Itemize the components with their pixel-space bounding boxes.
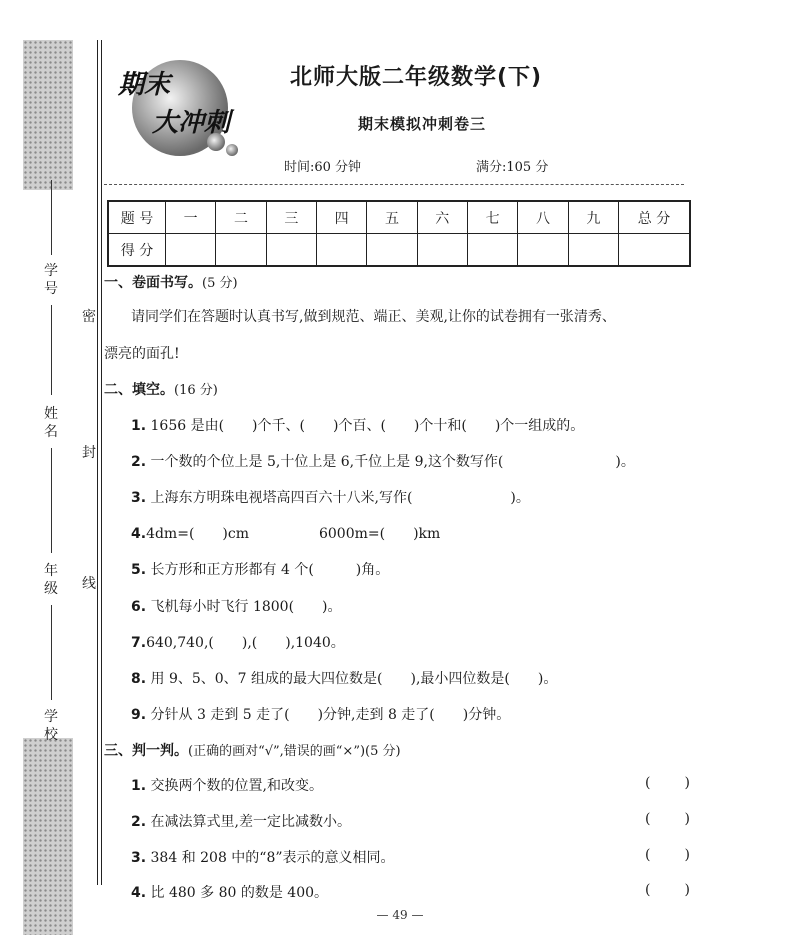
question-text: 长方形和正方形都有 4 个( )角。 — [150, 562, 390, 578]
logo — [118, 56, 258, 160]
fill-question — [131, 523, 440, 543]
score-table-col: 一 — [166, 201, 216, 234]
question-text: 一个数的个位上是 5,十位上是 6,千位上是 9,这个数写作( )。 — [150, 454, 635, 470]
fill-question — [131, 704, 510, 724]
paren-open: ( — [645, 847, 651, 863]
question-number: 4. — [131, 526, 147, 542]
section-1-heading — [104, 272, 238, 292]
binding-pattern-bottom — [23, 738, 73, 935]
score-table-col: 九 — [568, 201, 618, 234]
score-cell[interactable] — [467, 234, 517, 267]
judge-question — [131, 775, 323, 795]
fill-question — [131, 668, 557, 688]
seal-char-feng: 封 — [82, 445, 96, 461]
answer-parens[interactable] — [645, 847, 690, 863]
score-table-header-row — [108, 201, 690, 234]
score-cell[interactable] — [568, 234, 618, 267]
score-cell[interactable] — [417, 234, 467, 267]
full-score: 满分:105 分 — [476, 160, 549, 175]
paren-close: ) — [684, 811, 690, 827]
grade-line — [51, 448, 52, 553]
logo-text-1: 期末 — [118, 70, 171, 100]
fill-question — [131, 415, 584, 435]
question-text: 1656 是由( )个千、( )个百、( )个十和( )个一组成的。 — [150, 418, 585, 434]
school-label: 学校 — [44, 709, 58, 743]
score-table-row2-label: 得 分 — [108, 234, 166, 267]
binding-line — [101, 40, 102, 885]
fill-question — [131, 451, 635, 471]
fill-question — [131, 632, 345, 652]
binding-line — [97, 40, 98, 885]
score-table — [107, 200, 691, 267]
question-number: 4. — [131, 885, 147, 901]
question-number: 3. — [131, 850, 147, 866]
page-subtitle: 期末模拟冲刺卷三 — [358, 115, 487, 133]
score-table-col-total: 总 分 — [619, 201, 691, 234]
question-number: 2. — [131, 454, 147, 470]
score-table-col: 六 — [417, 201, 467, 234]
score-table-score-row — [108, 234, 690, 267]
question-text: 在减法算式里,差一定比减数小。 — [150, 814, 351, 830]
paren-open: ( — [645, 775, 651, 791]
judge-question — [131, 847, 395, 867]
score-cell[interactable] — [216, 234, 266, 267]
question-number: 2. — [131, 814, 147, 830]
score-cell[interactable] — [518, 234, 568, 267]
question-number: 8. — [131, 671, 147, 687]
score-cell[interactable] — [266, 234, 316, 267]
fill-question — [131, 487, 530, 507]
score-table-col: 五 — [367, 201, 417, 234]
answer-parens[interactable] — [645, 811, 690, 827]
score-table-col: 四 — [316, 201, 366, 234]
question-number: 6. — [131, 599, 147, 615]
school-line — [51, 605, 52, 700]
score-cell[interactable] — [367, 234, 417, 267]
score-table-col: 三 — [266, 201, 316, 234]
seal-char-xian: 线 — [82, 576, 96, 592]
paren-open: ( — [645, 811, 651, 827]
student-id-line — [51, 180, 52, 255]
score-table-col: 七 — [467, 201, 517, 234]
seal-char-mi: 密 — [82, 309, 96, 325]
question-text: 飞机每小时飞行 1800( )。 — [150, 599, 342, 615]
grade-label: 年级 — [44, 563, 58, 597]
question-text: 比 480 多 80 的数是 400。 — [150, 885, 329, 901]
score-cell-total[interactable] — [619, 234, 691, 267]
judge-question — [131, 811, 351, 831]
question-number: 9. — [131, 707, 147, 723]
section-1-text-line-1: 请同学们在答题时认真书写,做到规范、端正、美观,让你的试卷拥有一张清秀、 — [131, 309, 616, 325]
section-3-instruction: (正确的画对“√”,错误的画“×”)(5 分) — [188, 744, 401, 759]
student-id-label: 学号 — [44, 263, 58, 297]
question-number: 1. — [131, 418, 147, 434]
paren-close: ) — [684, 775, 690, 791]
question-text: 384 和 208 中的“8”表示的意义相同。 — [150, 850, 395, 866]
question-text: 4dm=( )cm 6000m=( )km — [146, 526, 441, 542]
answer-parens[interactable] — [645, 775, 690, 791]
score-cell[interactable] — [166, 234, 216, 267]
name-label: 姓名 — [44, 406, 58, 440]
section-3-title: 三、判一判。 — [104, 743, 188, 759]
question-text: 分针从 3 走到 5 走了( )分钟,走到 8 走了( )分钟。 — [150, 707, 511, 723]
answer-parens[interactable] — [645, 882, 690, 898]
question-number: 3. — [131, 490, 147, 506]
question-text: 交换两个数的位置,和改变。 — [150, 778, 323, 794]
question-text: 上海东方明珠电视塔高四百六十八米,写作( )。 — [150, 490, 530, 506]
score-table-col: 八 — [518, 201, 568, 234]
fill-question — [131, 559, 389, 579]
section-1-title: 一、卷面书写。 — [104, 275, 202, 291]
score-cell[interactable] — [316, 234, 366, 267]
logo-text-2: 大冲刺 — [152, 108, 231, 138]
exam-time: 时间:60 分钟 — [284, 160, 362, 175]
section-1-text-line-2: 漂亮的面孔! — [104, 346, 180, 362]
paren-open: ( — [645, 882, 651, 898]
dotted-divider — [104, 184, 684, 185]
name-line — [51, 305, 52, 395]
page-title: 北师大版二年级数学(下) — [290, 65, 543, 90]
binding-pattern-top — [23, 40, 73, 190]
page-number: — 49 — — [376, 908, 424, 922]
paren-close: ) — [684, 882, 690, 898]
score-table-row1-label: 题 号 — [108, 201, 166, 234]
section-2-points: (16 分) — [174, 383, 218, 398]
question-text: 用 9、5、0、7 组成的最大四位数是( ),最小四位数是( )。 — [150, 671, 558, 687]
score-table-col: 二 — [216, 201, 266, 234]
question-text: 640,740,( ),( ),1040。 — [146, 635, 345, 651]
section-1-points: (5 分) — [202, 276, 238, 291]
section-2-title: 二、填空。 — [104, 382, 174, 398]
paren-close: ) — [684, 847, 690, 863]
fill-question — [131, 596, 342, 616]
question-number: 1. — [131, 778, 147, 794]
question-number: 7. — [131, 635, 147, 651]
section-3-heading — [104, 740, 401, 760]
section-2-heading — [104, 379, 218, 399]
question-number: 5. — [131, 562, 147, 578]
judge-question — [131, 882, 328, 902]
